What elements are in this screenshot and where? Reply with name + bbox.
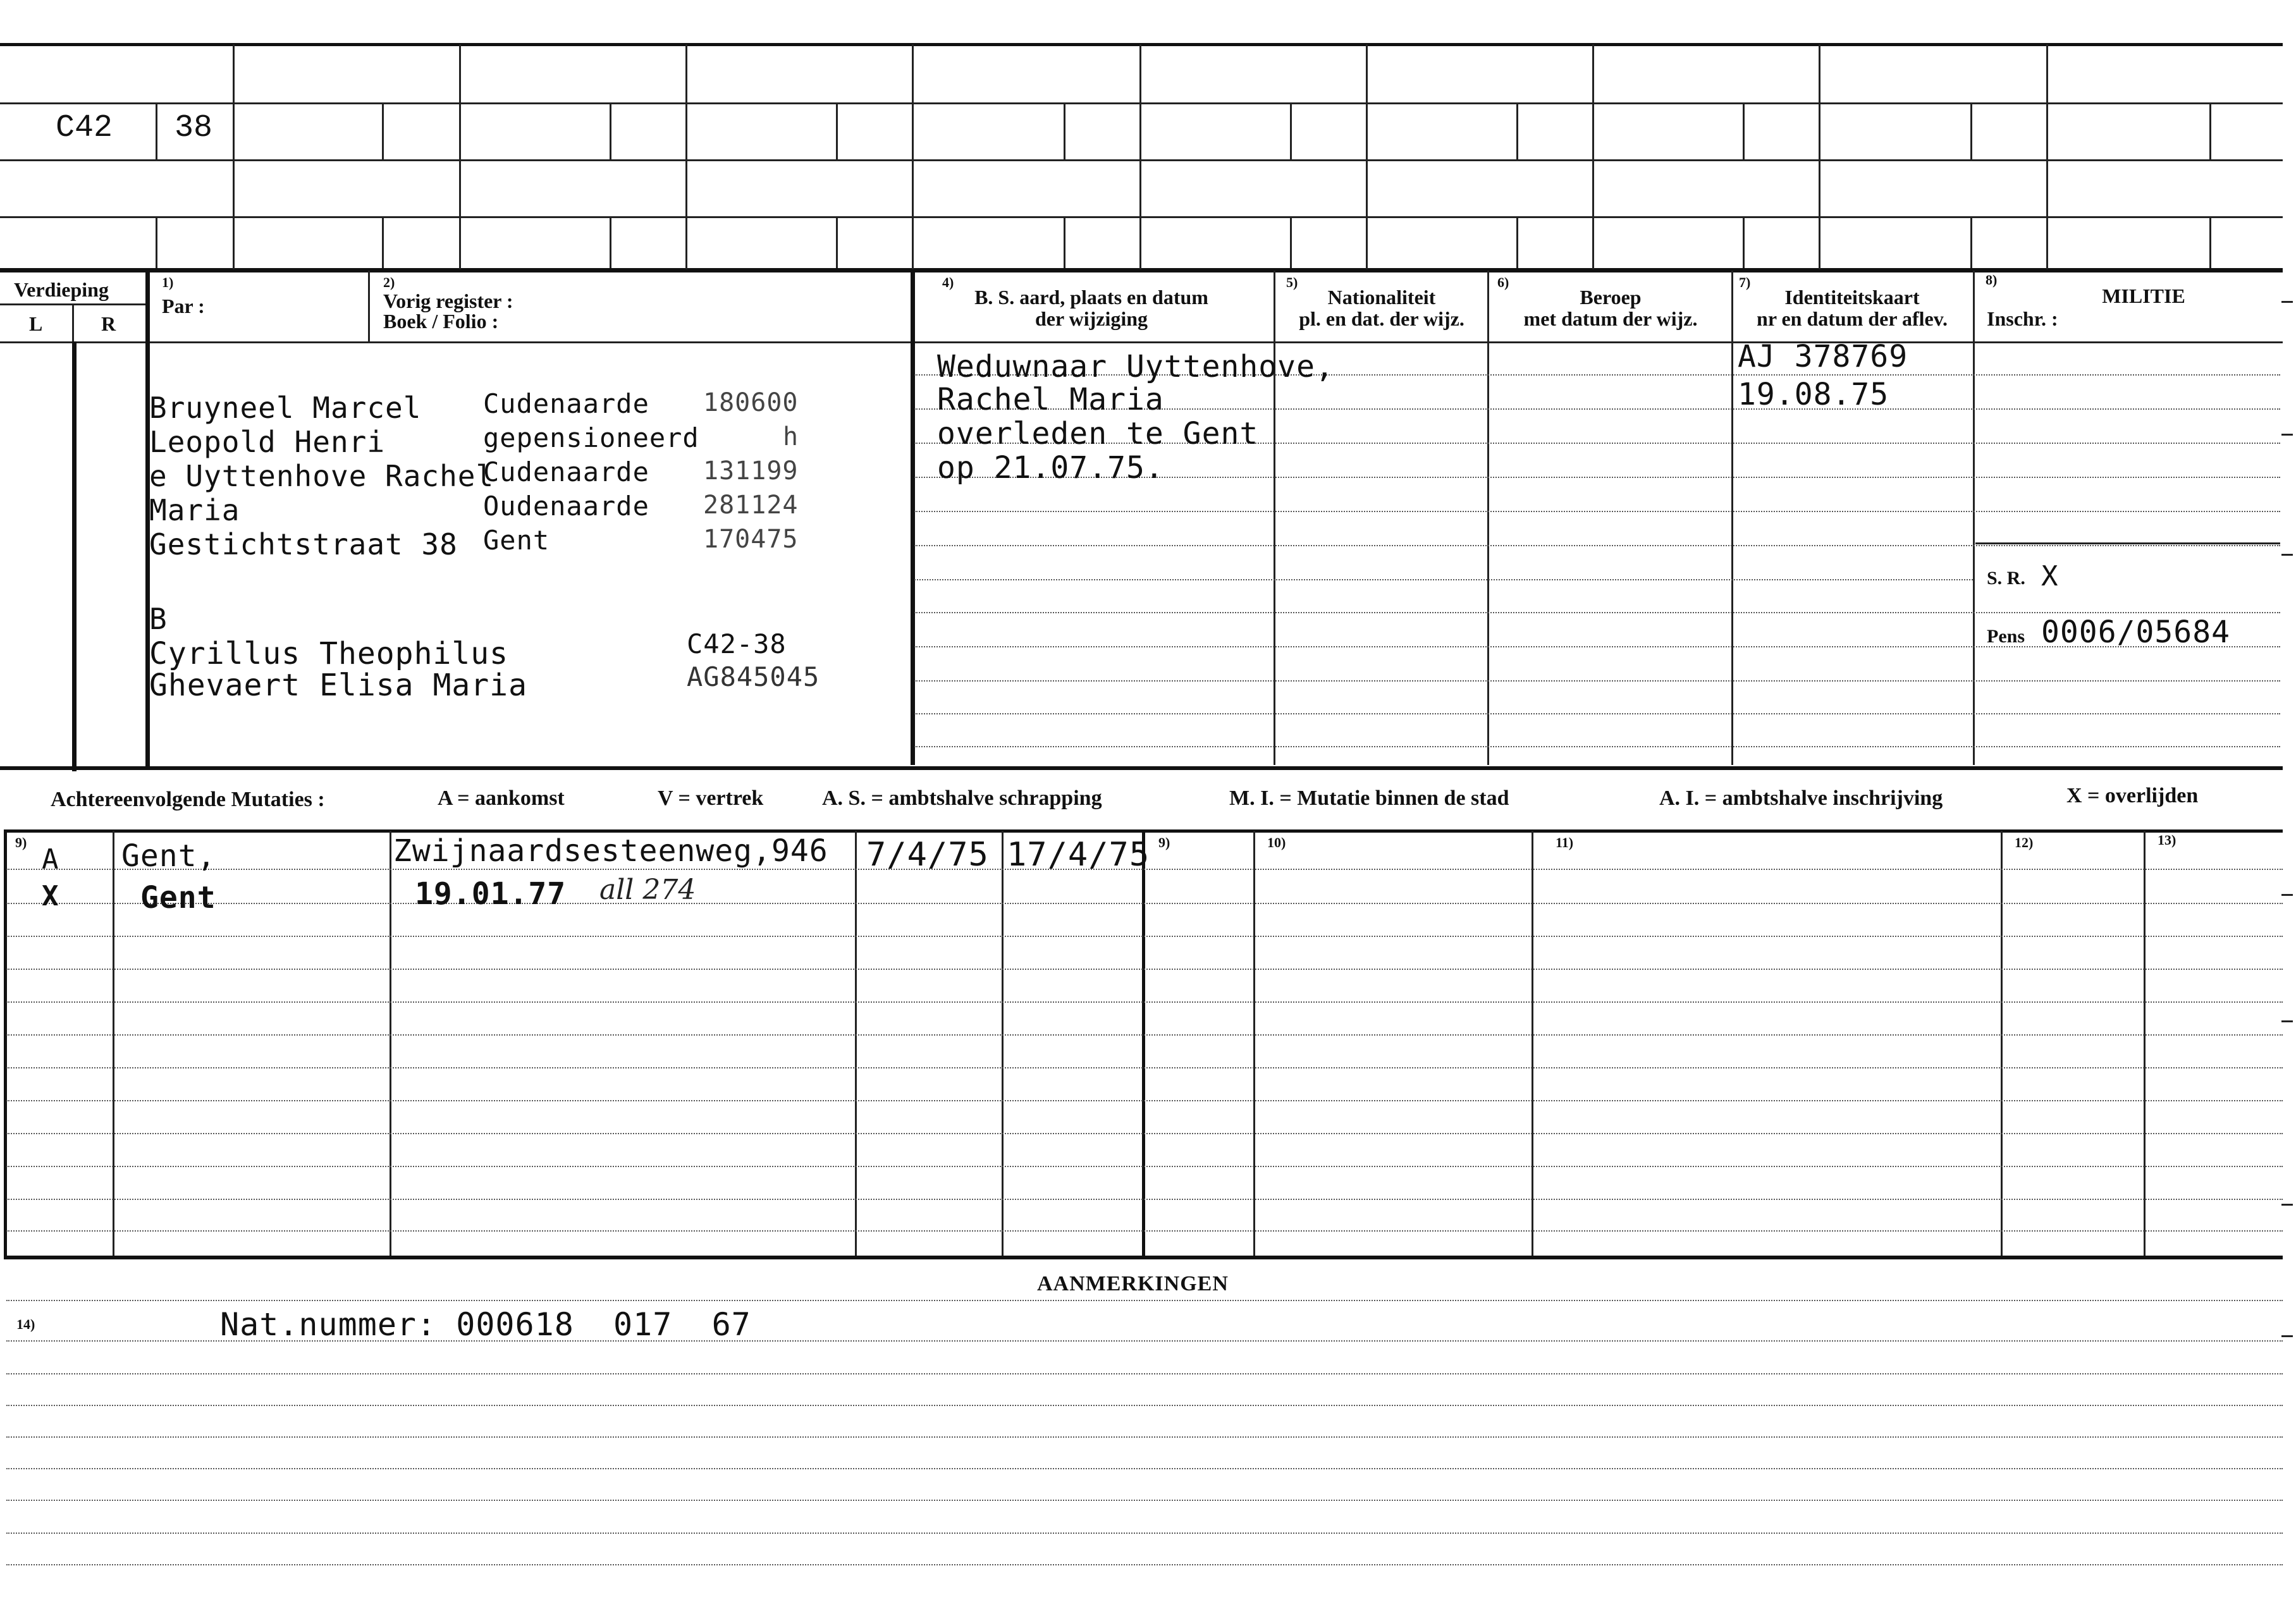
top-grid-tick [1290, 216, 1292, 268]
lr-body-divider [72, 341, 77, 771]
col8-header-line2: Inschr. : [1987, 307, 2058, 330]
civil-status-line: Rachel Maria [937, 382, 1164, 417]
row-rule [914, 746, 2280, 747]
col5-header-line2: pl. en dat. der wijz. [1299, 307, 1464, 330]
national-number: Nat.nummer: 000618 017 67 [220, 1306, 751, 1343]
top-grid-tick [836, 102, 838, 159]
top-grid-col [459, 44, 461, 269]
mut-row-rule [6, 1001, 2283, 1003]
mut-col [1002, 831, 1004, 1256]
edge-tick [2281, 894, 2293, 896]
top-grid-tick [1516, 102, 1518, 159]
col7-header-line1: Identiteitskaart [1784, 286, 1920, 309]
body-bottom [0, 766, 2283, 770]
mut-col [390, 831, 391, 1256]
top-grid-tick [1064, 102, 1065, 159]
person-place: Oudenaarde [483, 491, 649, 522]
top-grid-line-2 [0, 159, 2283, 161]
pens-value: 0006/05684 [2041, 615, 2230, 650]
top-grid-tick [1970, 102, 1972, 159]
mut-col [1142, 831, 1145, 1256]
militie-header: MILITIE [2102, 285, 2185, 307]
col6-header-line1: Beroep [1580, 286, 1642, 309]
top-grid-tick [156, 216, 157, 268]
civil-status-line: Weduwnaar Uyttenhove, [937, 349, 1334, 384]
father-ref: C42-38 [687, 628, 787, 659]
civil-status-line: overleden te Gent [937, 416, 1259, 451]
header-bottom [0, 341, 2283, 343]
top-grid-col [685, 44, 687, 269]
row-rule [914, 680, 2280, 682]
person-value: 180600 [703, 388, 799, 417]
person-name: e Uyttenhove Rachel [149, 459, 494, 493]
remarks-rule [6, 1436, 2283, 1438]
remarks-title: AANMERKINGEN [1037, 1272, 1229, 1295]
person-name: Gestichtstraat 38 [149, 527, 458, 561]
top-grid-tick [610, 102, 611, 159]
person-name: Bruyneel Marcel [149, 391, 422, 425]
top-grid-tick [836, 216, 838, 268]
mut-col-9b: 9) [1158, 835, 1170, 850]
mut-col [1532, 831, 1533, 1256]
remarks-top-rule [6, 1300, 2283, 1301]
mut-row-rule [6, 1166, 2283, 1167]
mut-col [113, 831, 114, 1256]
floor-right-label: R [101, 312, 116, 335]
top-grid-col [1592, 44, 1594, 269]
id-card-date: 19.08.75 [1738, 377, 1889, 412]
row-rule [914, 612, 2280, 613]
top-grid-tick [156, 102, 157, 159]
row-rule [914, 713, 2280, 714]
top-grid-col [912, 44, 914, 269]
top-grid-tick [1743, 216, 1745, 268]
mother-ref: AG845045 [687, 661, 820, 692]
edge-tick [2281, 434, 2293, 436]
remarks-rule [6, 1500, 2283, 1501]
civil-status-line: op 21.07.75. [937, 450, 1164, 486]
top-grid-tick [2209, 102, 2211, 159]
person-name: Maria [149, 493, 240, 527]
top-grid-line-3 [0, 216, 2283, 218]
legend-departure: V = vertrek [658, 786, 764, 810]
person-value: 281124 [703, 491, 799, 520]
id-card-number: AJ 378769 [1738, 339, 1908, 374]
pens-label: Pens [1987, 626, 2025, 647]
mutation-date2: 17/4/75 [1007, 836, 1150, 874]
top-grid-code: C42 [56, 110, 113, 146]
col4-header-line1: B. S. aard, plaats en datum [974, 286, 1208, 309]
mutation-code: X [42, 880, 59, 912]
mutations-bottom [4, 1256, 2283, 1259]
mut-row-rule [6, 1067, 2283, 1068]
mut-col-13: 13) [2158, 832, 2176, 848]
remarks-rule [6, 1564, 2283, 1565]
col2-divider [368, 271, 370, 341]
col1-header: Par : [162, 295, 205, 317]
col4-divider [911, 271, 915, 765]
mut-row-rule [6, 903, 2283, 904]
lr-divider [72, 305, 74, 341]
legend-death: X = overlijden [2066, 784, 2199, 807]
person-place: Cudenaarde [483, 388, 649, 419]
person-place: gepensioneerd [483, 422, 699, 453]
remarks-rule [6, 1468, 2283, 1469]
parents-label: B [149, 602, 168, 636]
col5-sup: 5) [1286, 274, 1298, 290]
top-grid-col [1139, 44, 1141, 269]
person-value: h [783, 422, 799, 451]
top-grid-tick [1516, 216, 1518, 268]
mut-col [2001, 831, 2003, 1256]
col2-header-line1: Vorig register : [383, 290, 513, 312]
edge-tick [2281, 1020, 2293, 1022]
top-grid-bottom [0, 268, 2283, 272]
mut-row-rule [6, 1034, 2283, 1036]
mut-row-rule [6, 1199, 2283, 1200]
top-border [0, 43, 2283, 46]
col6-sup: 6) [1497, 274, 1509, 290]
legend-title: Achtereenvolgende Mutaties : [51, 788, 325, 811]
col2-header-line2: Boek / Folio : [383, 310, 499, 333]
edge-tick [2281, 301, 2293, 303]
mut-row-rule [6, 936, 2283, 937]
row-rule [914, 579, 1973, 580]
mutation-place: Gent, [121, 838, 216, 874]
remarks-rule [6, 1533, 2283, 1534]
person-value: 170475 [703, 525, 799, 554]
top-grid-tick [1743, 102, 1745, 159]
remarks-sup: 14) [16, 1316, 35, 1332]
mut-row-rule [6, 1133, 2283, 1134]
col6-header-line2: met datum der wijz. [1523, 307, 1698, 330]
mut-col-11: 11) [1556, 835, 1574, 850]
top-grid-number: 38 [175, 110, 213, 146]
floor-left-label: L [29, 312, 43, 335]
mut-row-rule [6, 1230, 2283, 1232]
sr-label: S. R. [1987, 568, 2025, 589]
mutation-place: Gent [140, 880, 216, 915]
top-grid-col [233, 44, 235, 269]
remarks-rule [6, 1405, 2283, 1406]
top-grid-tick [2209, 216, 2211, 268]
col7-header-line2: nr en datum der aflev. [1757, 307, 1948, 330]
top-grid-tick [1064, 216, 1065, 268]
mutation-address: Zwijnaardsesteenweg,946 [393, 833, 828, 869]
edge-tick [2281, 1335, 2293, 1337]
mut-col [855, 831, 857, 1256]
col8-divider [1973, 271, 1975, 765]
top-grid-tick [382, 216, 384, 268]
top-grid-col [1819, 44, 1820, 269]
mut-col-10: 10) [1267, 835, 1286, 850]
mutations-left-edge [4, 829, 7, 1257]
father-name: Cyrillus Theophilus [149, 636, 509, 671]
col6-divider [1487, 271, 1489, 765]
row-rule [914, 511, 2280, 512]
mut-col-9: 9) [15, 835, 27, 850]
top-grid-tick [382, 102, 384, 159]
col1-sup: 1) [162, 274, 174, 290]
mutation-date: 19.01.77 [415, 876, 567, 912]
remarks-rule [6, 1373, 2283, 1374]
col4-header-line2: der wijziging [1034, 307, 1148, 330]
mut-col [1253, 831, 1255, 1256]
top-grid-col [1366, 44, 1368, 269]
col7-divider [1731, 271, 1733, 765]
mut-row-rule [6, 1100, 2283, 1101]
row-rule [914, 545, 2280, 546]
mutation-date1: 7/4/75 [866, 836, 989, 874]
col4-sup: 4) [942, 274, 954, 290]
militia-separator [1975, 542, 2280, 544]
mutation-code: A [42, 843, 59, 876]
legend-strike: A. S. = ambtshalve schrapping [822, 786, 1102, 810]
col7-sup: 7) [1739, 274, 1751, 290]
person-place: Cudenaarde [483, 456, 649, 487]
legend-arrival: A = aankomst [438, 786, 565, 810]
top-grid-tick [1290, 102, 1292, 159]
edge-tick [2281, 1204, 2293, 1206]
mut-row-rule [6, 969, 2283, 970]
legend-registration: A. I. = ambtshalve inschrijving [1659, 786, 1943, 810]
top-grid-col [2046, 44, 2048, 269]
mut-col [2144, 831, 2146, 1256]
col5-header-line1: Nationaliteit [1327, 286, 1436, 309]
sr-value: X [2041, 560, 2059, 592]
verdieping-label: Verdieping [14, 278, 109, 301]
mutation-handwritten-note: all 274 [599, 874, 696, 906]
col5-divider [1274, 271, 1275, 765]
top-grid-line-1 [0, 102, 2283, 104]
top-grid-tick [610, 216, 611, 268]
col2-sup: 2) [383, 274, 395, 290]
col8-sup: 8) [1986, 272, 1998, 288]
mother-name: Ghevaert Elisa Maria [149, 668, 527, 703]
edge-tick [2281, 554, 2293, 556]
person-place: Gent [483, 525, 550, 556]
remarks-rule [6, 1340, 2283, 1342]
person-value: 131199 [703, 456, 799, 486]
top-grid-tick [1970, 216, 1972, 268]
legend-internal: M. I. = Mutatie binnen de stad [1229, 786, 1509, 810]
person-name: Leopold Henri [149, 425, 386, 459]
mut-col-12: 12) [2015, 835, 2034, 850]
